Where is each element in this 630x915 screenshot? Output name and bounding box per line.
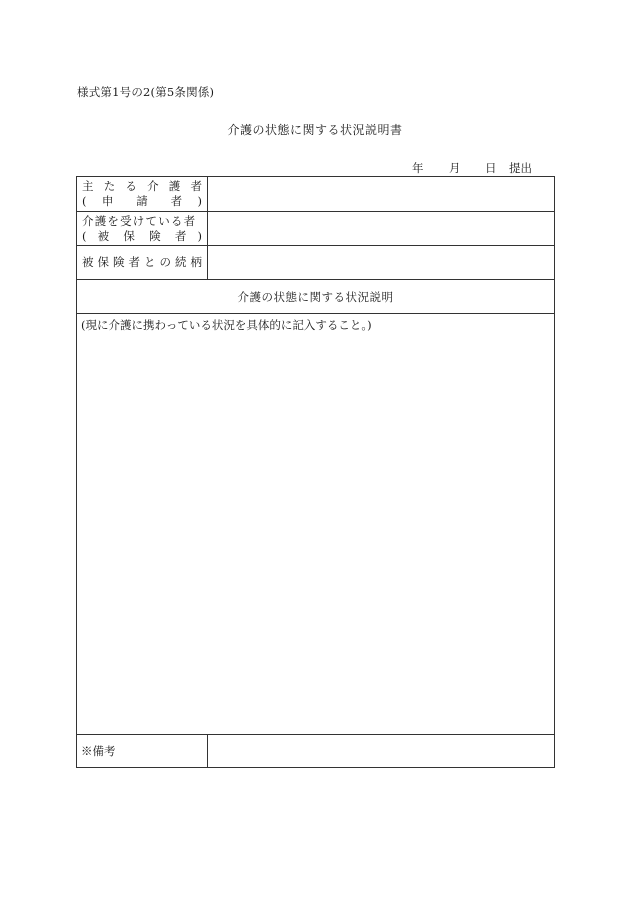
care-recipient-label-line1: 介護を受けている者 bbox=[82, 213, 197, 228]
remarks-label: ※備考 bbox=[77, 735, 208, 768]
care-recipient-field[interactable] bbox=[208, 212, 555, 246]
caregiver-row bbox=[77, 177, 555, 212]
remarks-row bbox=[77, 735, 555, 768]
caregiver-label: 主 た る 介 護 者 ( 申 請 者 ) bbox=[77, 177, 208, 212]
section-heading-row bbox=[77, 280, 555, 314]
date-submitted-label: 提出 bbox=[509, 161, 532, 175]
date-month-label: 月 bbox=[449, 161, 461, 175]
relationship-row bbox=[77, 246, 555, 280]
document-title: 介護の状態に関する状況説明書 bbox=[227, 123, 403, 137]
description-row bbox=[77, 314, 555, 735]
relationship-field[interactable] bbox=[208, 246, 555, 280]
form-number: 様式第1号の2(第5条関係) bbox=[77, 85, 215, 99]
section-heading: 介護の状態に関する状況説明 bbox=[77, 280, 555, 314]
caregiver-field[interactable] bbox=[208, 177, 555, 212]
care-recipient-row bbox=[77, 212, 555, 246]
date-year-label: 年 bbox=[412, 161, 424, 175]
description-area[interactable] bbox=[77, 314, 555, 735]
remarks-field[interactable] bbox=[208, 735, 555, 768]
status-form-table bbox=[76, 176, 555, 768]
description-instruction: (現に介護に携わっている状況を具体的に記入すること。) bbox=[81, 318, 372, 332]
date-day-label: 日 bbox=[485, 161, 497, 175]
relationship-label: 被 保 険 者 と の 続 柄 bbox=[77, 246, 208, 280]
care-recipient-label: 介護を受けている者 ( 被 保 険 者 ) bbox=[77, 212, 208, 246]
